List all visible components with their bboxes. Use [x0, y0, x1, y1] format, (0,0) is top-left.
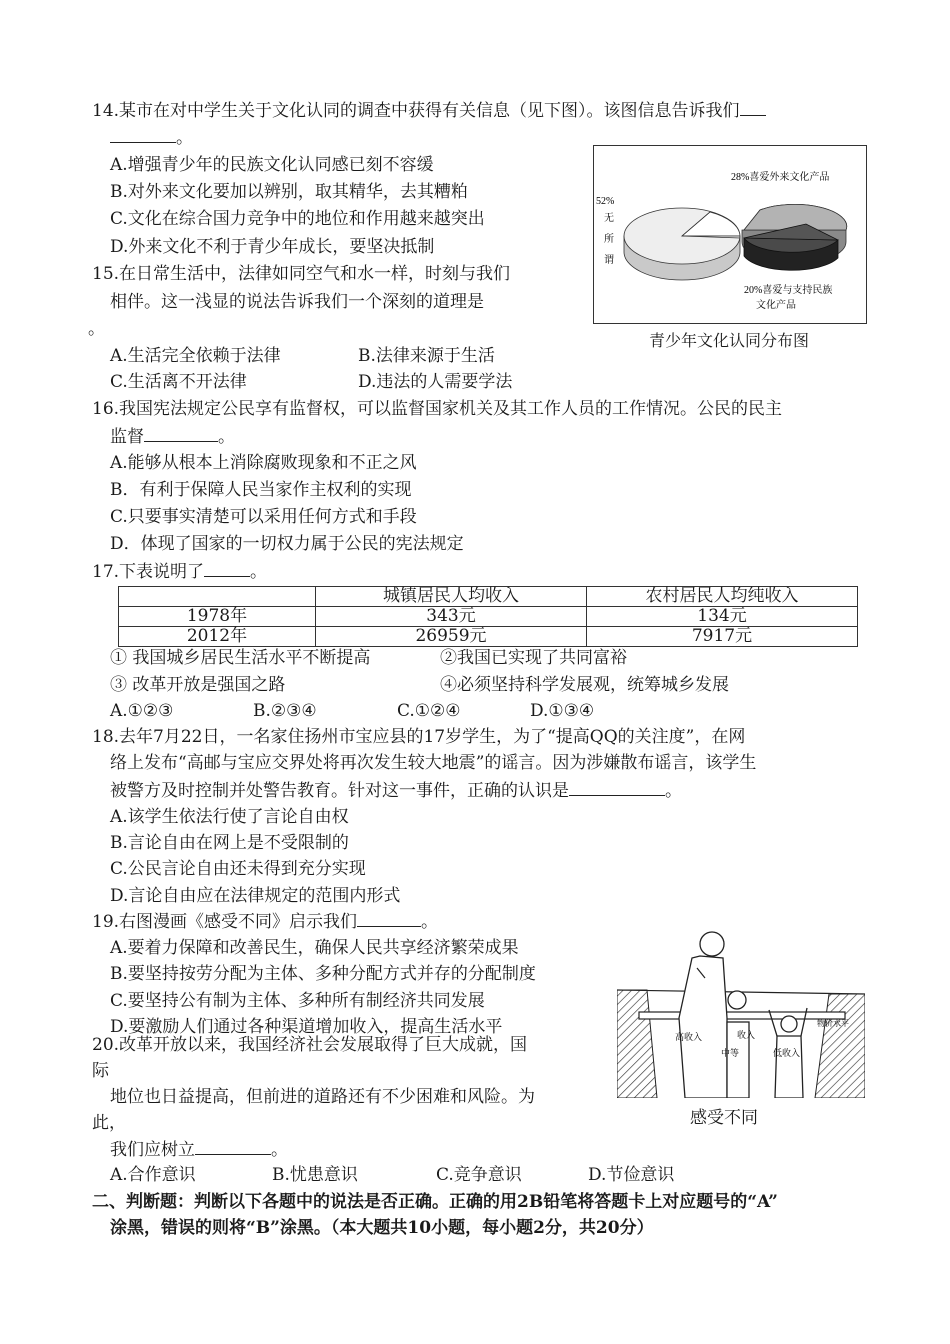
answer-blank [110, 126, 176, 143]
q19-option-a: A.要着力保障和改善民生，确保人民共享经济繁荣成果 [110, 938, 519, 958]
q20-stem-3: 地位也日益提高，但前进的道路还有不少困难和风险。为 [110, 1087, 535, 1107]
q17-option-c: C.①②④ [397, 701, 461, 721]
label-28-percent: 28%喜爱外来文化产品 [731, 172, 830, 183]
chart-caption: 青少年文化认同分布图 [648, 331, 809, 350]
table-cell: 134元 [587, 607, 858, 627]
answer-blank [740, 99, 766, 116]
section-2-heading: 二、判断题：判断以下各题中的说法是否正确。正确的用2B铅笔将答题卡上对应题号的“A” [92, 1192, 778, 1212]
label-52-char-3: 谓 [604, 255, 614, 266]
label-52-char-1: 无 [604, 213, 614, 224]
q14-stem: 14.某市在对中学生关于文化认同的调查中获得有关信息（见下图）。该图信息告诉我们 [92, 99, 766, 122]
table-header-cell: 农村居民人均纯收入 [587, 587, 858, 607]
q20-stem-1: 20.改革开放以来，我国经济社会发展取得了巨大成就，国 [92, 1035, 528, 1055]
trench-left-wall [617, 990, 657, 1098]
q14-option-a: A.增强青少年的民族文化认同感已刻不容缓 [110, 155, 434, 175]
q18-option-d: D.言论自由应在法律规定的范围内形式 [110, 886, 401, 906]
q17-item-2: ②我国已实现了共同富裕 [440, 648, 627, 668]
q14-option-c: C.文化在综合国力竞争中的地位和作用越来越突出 [110, 209, 485, 229]
table-header-cell: 城镇居民人均收入 [316, 587, 587, 607]
pie-chart-svg [594, 146, 866, 323]
q17-item-3: ③ 改革开放是强国之路 [110, 675, 286, 695]
label-20-percent-line2: 文化产品 [756, 300, 796, 311]
trench-right-wall [815, 994, 865, 1098]
answer-blank [144, 425, 218, 442]
q16-option-d: D．体现了国家的一切权力属于公民的宪法规定 [110, 534, 464, 554]
table-header-row [119, 587, 858, 607]
section-2-heading-cont: 涂黑，错误的则将“B”涂黑。（本大题共10小题，每小题2分，共20分） [110, 1218, 654, 1238]
figure-high-income [679, 932, 727, 1098]
q20-stem-5: 我们应树立 。 [110, 1140, 288, 1160]
q18-stem-3: 被警方及时控制并处警告教育。针对这一事件，正确的认识是 。 [110, 781, 682, 801]
table-cell: 26959元 [316, 627, 587, 647]
label-52-percent: 52% [596, 196, 615, 207]
q17-option-b: B.②③④ [253, 701, 317, 721]
q16-option-c: C.只要事实清楚可以采用任何方式和手段 [110, 507, 417, 527]
table-row [119, 607, 858, 627]
pie-slice-indifferent [624, 208, 740, 280]
price-level-bar [639, 1012, 845, 1019]
q19-stem: 19.右图漫画《感受不同》启示我们 。 [92, 912, 439, 932]
answer-blank [204, 560, 250, 577]
table-cell: 2012年 [119, 627, 316, 647]
q17-stem: 17.下表说明了 。 [92, 562, 268, 582]
q14-option-b: B.对外来文化要加以辨别，取其精华，去其糟粕 [110, 182, 468, 202]
q20-stem-4: 此， [92, 1113, 126, 1133]
answer-blank [569, 779, 665, 796]
label-52-char-2: 所 [604, 234, 614, 245]
table-header-cell [119, 587, 316, 607]
q14-option-d: D.外来文化不利于青少年成长，要坚决抵制 [110, 237, 435, 257]
q17-item-1: ① 我国城乡居民生活水平不断提高 [110, 648, 371, 668]
q16-stem-2: 监督 。 [110, 427, 235, 447]
q15-option-a: A.生活完全依赖于法律 [110, 346, 281, 366]
answer-blank [357, 910, 421, 927]
label-low-income: 低收入 [773, 1048, 801, 1058]
q15-stem-1: 15.在日常生活中，法律如同空气和水一样，时刻与我们 [92, 264, 511, 284]
comic-svg [617, 928, 865, 1098]
pie-chart-figure [593, 145, 867, 324]
comic-caption: 感受不同 [690, 1108, 758, 1128]
label-mid-income-2: 收入 [737, 1030, 756, 1040]
q18-stem-1: 18.去年7月22日，一名家住扬州市宝应县的17岁学生，为了“提高QQ的关注度”，在网 [92, 727, 746, 747]
table-cell: 1978年 [119, 607, 316, 627]
q15-stem-2: 相伴。这一浅显的说法告诉我们一个深刻的道理是 [110, 292, 484, 312]
q16-option-a: A.能够从根本上消除腐败现象和不正之风 [110, 453, 417, 473]
table-row [119, 627, 858, 647]
q14-stem-cont: 。 [110, 126, 193, 149]
q18-option-b: B.言论自由在网上是不受限制的 [110, 833, 349, 853]
label-mid-income: 中等 [721, 1048, 740, 1058]
q19-option-b: B.要坚持按劳分配为主体、多种分配方式并存的分配制度 [110, 964, 536, 984]
q19-option-d: D.要激励人们通过各种渠道增加收入，提高生活水平 [110, 1017, 503, 1037]
label-20-percent-line1: 20%喜爱与支持民族 [744, 285, 833, 296]
q20-stem-2: 际 [92, 1061, 109, 1081]
income-table [118, 586, 858, 647]
figure-mid-income [727, 991, 749, 1098]
q19-option-c: C.要坚持公有制为主体、多种所有制经济共同发展 [110, 991, 485, 1011]
q15-stem-3: 。 [88, 319, 105, 339]
answer-blank [195, 1138, 271, 1155]
q20-option-c: C.竞争意识 [436, 1165, 522, 1185]
q15-option-c: C.生活离不开法律 [110, 372, 247, 392]
q20-option-b: B.忧患意识 [272, 1165, 358, 1185]
q18-stem-2: 络上发布“高邮与宝应交界处将再次发生较大地震”的谣言。因为涉嫌散布谣言，该学生 [110, 753, 757, 773]
q18-option-a: A.该学生依法行使了言论自由权 [110, 807, 349, 827]
q15-option-d: D.违法的人需要学法 [358, 372, 513, 392]
q20-option-d: D.节俭意识 [588, 1165, 675, 1185]
q15-option-b: B.法律来源于生活 [358, 346, 495, 366]
q17-option-a: A.①②③ [110, 701, 174, 721]
label-high-income: 高收入 [675, 1032, 703, 1042]
table-cell: 7917元 [587, 627, 858, 647]
q20-option-a: A.合作意识 [110, 1165, 196, 1185]
q16-option-b: B．有利于保障人民当家作主权利的实现 [110, 480, 412, 500]
q17-option-d: D.①③④ [530, 701, 595, 721]
q17-item-4: ④必须坚持科学发展观，统筹城乡发展 [440, 675, 729, 695]
table-cell: 343元 [316, 607, 587, 627]
q16-stem-1: 16.我国宪法规定公民享有监督权，可以监督国家机关及其工作人员的工作情况。公民的民主 [92, 399, 783, 419]
q18-option-c: C.公民言论自由还未得到充分实现 [110, 859, 366, 879]
comic-illustration [617, 928, 865, 1098]
label-price-level: 物价水平 [817, 1019, 849, 1028]
